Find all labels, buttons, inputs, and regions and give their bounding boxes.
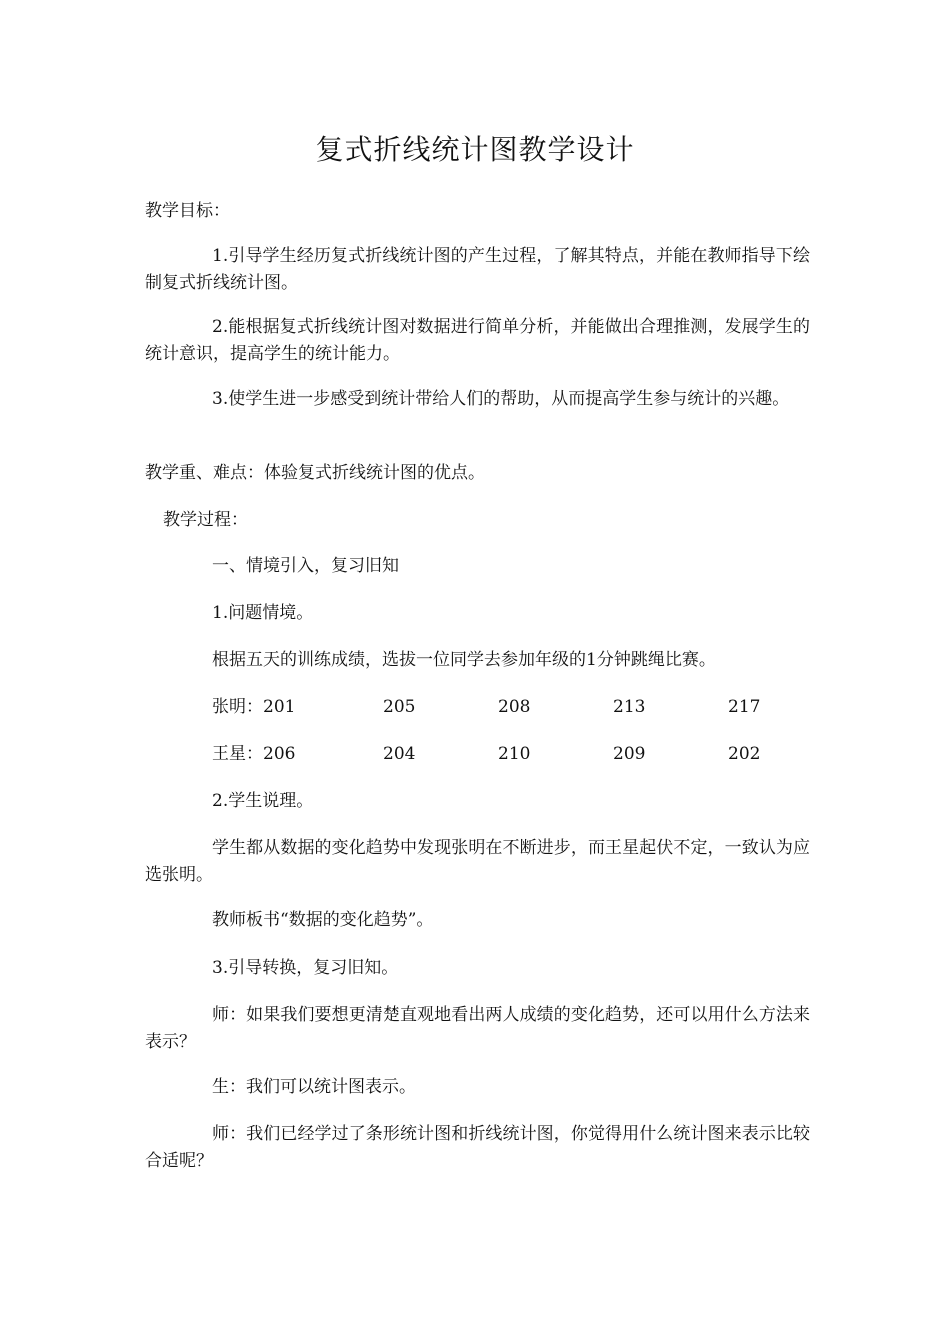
score-value: 210 [498,744,531,764]
objective-3: 3.使学生进一步感受到统计带给人们的帮助，从而提高学生参与统计的兴趣。 [212,389,790,409]
score-value: 206 [263,744,296,764]
step-1: 1.问题情境。 [212,603,314,623]
score-value: 213 [613,697,646,717]
process-heading: 教学过程： [163,510,248,530]
score-row-wangxing [212,741,812,768]
teacher-board: 教师板书“数据的变化趋势”。 [212,910,434,930]
scenario-text: 根据五天的训练成绩，选拔一位同学去参加年级的1分钟跳绳比赛。 [212,650,716,670]
objectives-heading: 教学目标： [145,201,230,221]
score-value: 204 [383,744,416,764]
section-1-heading: 一、情境引入，复习旧知 [212,556,399,576]
teacher-question-2: 师：我们已经学过了条形统计图和折线统计图，你觉得用什么统计图来表示比较合适呢？ [145,1124,810,1171]
score-label: 张明： [212,697,263,717]
score-row-zhangming [212,694,812,721]
score-label: 王星： [212,744,263,764]
objective-2: 2.能根据复式折线统计图对数据进行简单分析，并能做出合理推测，发展学生的统计意识，提高学生的统计能力。 [145,317,810,364]
step-3: 3.引导转换，复习旧知。 [212,958,399,978]
score-value: 209 [613,744,646,764]
score-value: 217 [728,697,761,717]
document-title: 复式折线统计图教学设计 [315,133,635,166]
score-value: 205 [383,697,416,717]
score-value: 201 [263,697,296,717]
student-answer-1: 生：我们可以统计图表示。 [212,1077,416,1097]
objective-1: 1.引导学生经历复式折线统计图的产生过程，了解其特点，并能在教师指导下绘制复式折线统计图。 [145,246,810,293]
key-points: 教学重、难点：体验复式折线统计图的优点。 [145,463,485,483]
teacher-question-1: 师：如果我们要想更清楚直观地看出两人成绩的变化趋势，还可以用什么方法来表示？ [145,1005,810,1052]
step-2: 2.学生说理。 [212,791,314,811]
student-reasoning: 学生都从数据的变化趋势中发现张明在不断进步，而王星起伏不定，一致认为应选张明。 [145,838,810,885]
score-value: 202 [728,744,761,764]
score-value: 208 [498,697,531,717]
